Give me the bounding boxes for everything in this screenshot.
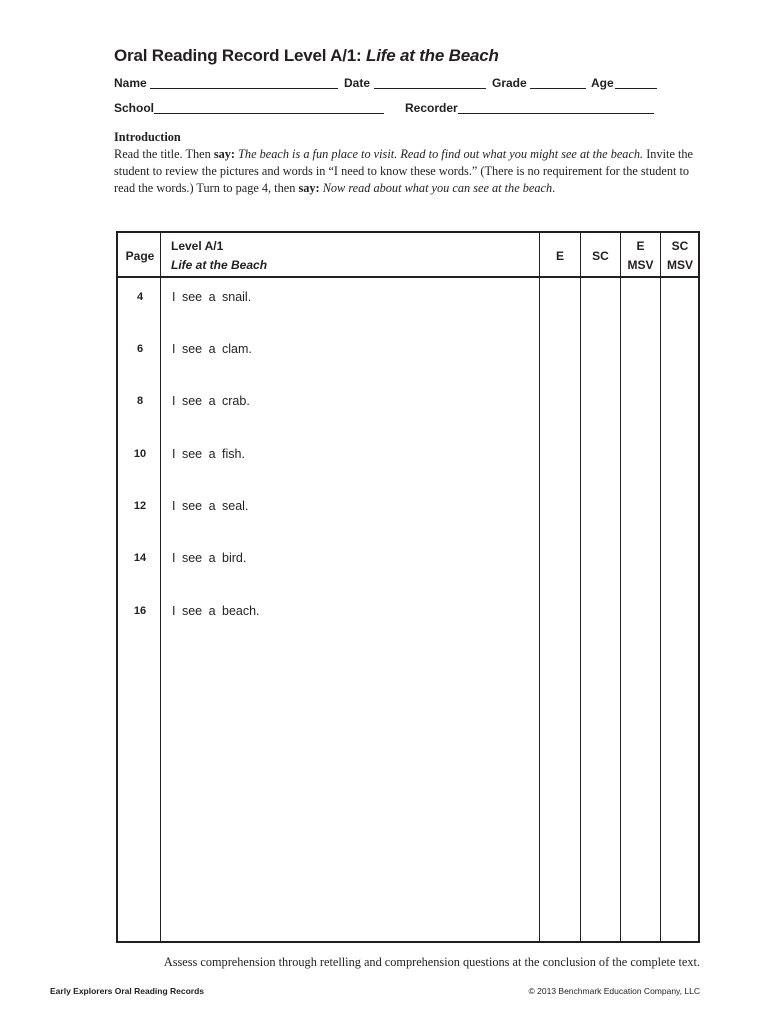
column-divider	[660, 233, 661, 941]
col-header-level: Level A/1	[171, 239, 224, 253]
date-label: Date	[344, 76, 371, 90]
row-page-number: 16	[133, 605, 147, 617]
row-text: I see a beach.	[172, 604, 260, 618]
row-text: I see a fish.	[172, 447, 245, 461]
intro-end: .	[552, 181, 556, 195]
reading-record-table	[116, 231, 700, 943]
intro-text-1: Read the title. Then	[114, 147, 214, 161]
column-divider	[620, 233, 621, 941]
row-page-number: 6	[136, 343, 144, 355]
intro-quote-2: Now read about what you can see at the beach	[319, 181, 553, 195]
col-header-book-title: Life at the Beach	[171, 258, 268, 272]
row-text: I see a clam.	[172, 342, 252, 356]
col-header-sc-msv-top: SC	[671, 239, 689, 253]
grade-label: Grade	[492, 76, 527, 90]
grade-field[interactable]	[530, 88, 586, 89]
intro-heading: Introduction	[114, 130, 181, 144]
footer-series-title: Early Explorers Oral Reading Records	[50, 986, 205, 996]
row-page-number: 10	[133, 448, 147, 460]
col-header-e: E	[555, 249, 564, 263]
column-divider	[160, 233, 161, 941]
column-divider	[580, 233, 581, 941]
date-field[interactable]	[374, 88, 486, 89]
column-divider	[539, 233, 540, 941]
school-field[interactable]	[154, 113, 384, 114]
col-header-e-msv-bottom: MSV	[627, 258, 654, 272]
col-header-sc-msv-bottom: MSV	[666, 258, 693, 272]
row-page-number: 8	[136, 395, 144, 407]
col-header-e-msv-top: E	[636, 239, 645, 253]
row-page-number: 4	[136, 291, 144, 303]
col-header-page: Page	[125, 249, 155, 263]
intro-text-2: Invite the student to review the pictures and words in “I need to know these words.” (There is no requirement for the student to read the words.) Turn to page 4, then	[114, 147, 693, 195]
row-page-number: 12	[133, 500, 147, 512]
row-text: I see a seal.	[172, 499, 249, 513]
age-field[interactable]	[615, 88, 657, 89]
school-label: School	[114, 101, 155, 115]
name-label: Name	[114, 76, 147, 90]
row-text: I see a crab.	[172, 394, 250, 408]
col-header-sc: SC	[592, 249, 609, 263]
row-text: I see a bird.	[172, 551, 247, 565]
assess-note: Assess comprehension through retelling and comprehension questions at the conclusion of the complete text.	[163, 955, 700, 969]
intro-text	[114, 146, 704, 197]
title-prefix: Oral Reading Record Level A/1:	[114, 46, 367, 65]
name-field[interactable]	[150, 88, 338, 89]
page-title	[114, 46, 499, 66]
row-page-number: 14	[133, 552, 147, 564]
say-label-2: say:	[298, 181, 320, 195]
recorder-field[interactable]	[458, 113, 654, 114]
intro-quote-1: The beach is a fun place to visit. Read to find out what you might see at the beach.	[235, 147, 644, 161]
footer-copyright: © 2013 Benchmark Education Company, LLC	[528, 986, 700, 996]
introduction	[114, 129, 704, 197]
recorder-label: Recorder	[405, 101, 458, 115]
row-text: I see a snail.	[172, 290, 252, 304]
say-label-1: say:	[213, 147, 236, 161]
header-divider	[118, 276, 698, 278]
title-book-name: Life at the Beach	[366, 46, 499, 65]
age-label: Age	[591, 76, 614, 90]
